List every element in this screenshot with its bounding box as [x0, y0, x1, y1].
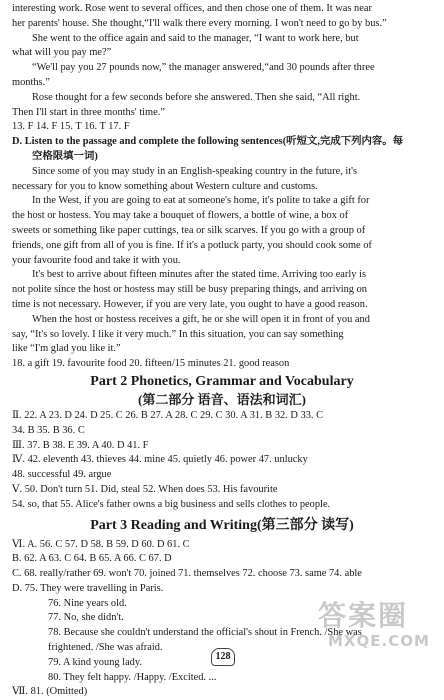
answer-line: 77. No, she didn't.: [0, 611, 444, 626]
section-d-title-line2: 空格限填一词): [0, 150, 444, 165]
passage-line: Since some of you may study in an English-speaking country in the future, it's: [0, 165, 444, 180]
passage-line: not polite since the host or hostess may still be busy preparing things, and arriving on: [0, 283, 444, 298]
passage-line: necessary for you to know something about Western culture and customs.: [0, 180, 444, 195]
passage-line: It's best to arrive about fifteen minutes after the stated time. Arriving too early is: [0, 268, 444, 283]
listening-passage: [0, 165, 444, 357]
part3-title: Part 3 Reading and Writing(第三部分 读写): [0, 516, 444, 535]
story-line: months.”: [0, 76, 444, 91]
answer-line: Ⅱ. 22. A 23. D 24. D 25. C 26. B 27. A 28. C 29. C 30. A 31. B 32. D 33. C: [0, 409, 444, 424]
section-d-title-line1: D. Listen to the passage and complete the following sentences(听短文,完成下列内容。每: [0, 135, 444, 150]
answer-line: Ⅴ. 50. Don't turn 51. Did, steal 52. When does 53. His favourite: [0, 483, 444, 498]
answer-line: B. 62. A 63. C 64. B 65. A 66. C 67. D: [0, 552, 444, 567]
part2-answers: [0, 409, 444, 513]
passage-line: When the host or hostess receives a gift, he or she will open it in front of you and: [0, 313, 444, 328]
answer-line: 54. so, that 55. Alice's father owns a big business and sells clothes to people.: [0, 498, 444, 513]
watermark-top: 答案圈: [318, 600, 438, 632]
part2-title: Part 2 Phonetics, Grammar and Vocabulary: [0, 372, 444, 391]
answer-line: 80. They felt happy. /Happy. /Excited. ...: [0, 671, 444, 686]
watermark-logo: [318, 600, 438, 660]
answer-line: 79. A kind young lady.: [0, 656, 444, 671]
passage-line: friends, one gift from all of you is fine. If it's a potluck party, you should cook some of: [0, 239, 444, 254]
answer-line: Ⅲ. 37. B 38. E 39. A 40. D 41. F: [0, 439, 444, 454]
answer-line: 48. successful 49. argue: [0, 468, 444, 483]
answer-line: D. 75. They were travelling in Paris.: [0, 582, 444, 597]
passage-line: say, “It's so lovely. I like it very much.” In this situation, you can say something: [0, 328, 444, 343]
answers-13-17: 13. F 14. F 15. T 16. T 17. F: [0, 120, 444, 135]
answer-line: frightened. /She was afraid.: [0, 641, 444, 656]
answer-line: C. 68. really/rather 69. won't 70. joined 71. themselves 72. choose 73. same 74. able: [0, 567, 444, 582]
passage-line: time is not necessary. However, if you are very late, you ought to have a good reason.: [0, 298, 444, 313]
story-line: what will you pay me?”: [0, 46, 444, 61]
answer-line: Ⅶ. 81. (Omitted): [0, 685, 444, 700]
story-line: Rose thought for a few seconds before she answered. Then she said, “All right.: [0, 91, 444, 106]
answer-line: 76. Nine years old.: [0, 597, 444, 612]
passage-line: sweets or something like paper cuttings, tea or silk scarves. If you go with a group of: [0, 224, 444, 239]
passage-line: like “I'm glad you like it.”: [0, 342, 444, 357]
story-line: She went to the office again and said to the manager, “I want to work here, but: [0, 32, 444, 47]
story-line: her parents' house. She thought,“I'll walk there every morning. I won't need to go by bus.”: [0, 17, 444, 32]
page-number: 128: [211, 648, 235, 666]
watermark-bottom: MXQE.COM: [318, 632, 438, 650]
answer-line: Ⅵ. A. 56. C 57. D 58. B 59. D 60. D 61. C: [0, 538, 444, 553]
story-line: interesting work. Rose went to several offices, and then chose one of them. It was near: [0, 2, 444, 17]
passage-line: the host or hostess. You may take a bouquet of flowers, a bottle of wine, a box of: [0, 209, 444, 224]
story-line: Then I'll start in three months' time.”: [0, 106, 444, 121]
answer-line: Ⅳ. 42. eleventh 43. thieves 44. mine 45. quietly 46. power 47. unlucky: [0, 453, 444, 468]
part2-subtitle: (第二部分 语音、语法和词汇): [0, 391, 444, 409]
passage-line: your favourite food and take it with you.: [0, 254, 444, 269]
answer-line: 34. B 35. B 36. C: [0, 424, 444, 439]
story-continuation: [0, 2, 444, 120]
answer-page: [0, 2, 444, 700]
answers-18-21: 18. a gift 19. favourite food 20. fifteen/15 minutes 21. good reason: [0, 357, 444, 372]
answer-line: 78. Because she couldn't understand the official's shout in French. /She was: [0, 626, 444, 641]
passage-line: In the West, if you are going to eat at someone's home, it's polite to take a gift for: [0, 194, 444, 209]
story-line: “We'll pay you 27 pounds now,” the manager answered,“and 30 pounds after three: [0, 61, 444, 76]
